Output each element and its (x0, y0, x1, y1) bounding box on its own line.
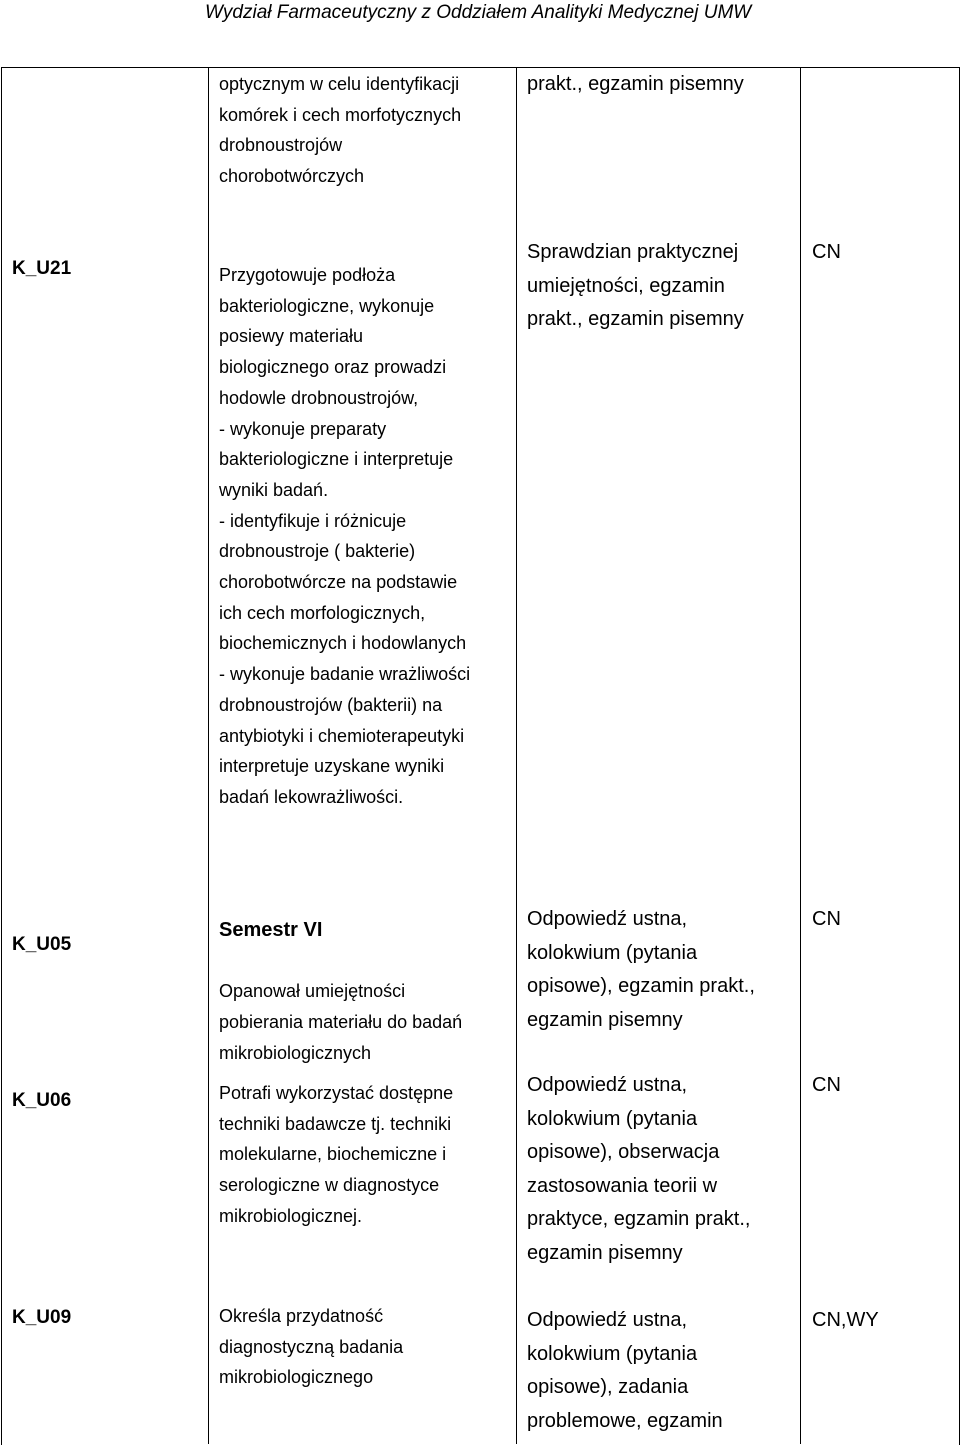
row-code: K_U06 (12, 1090, 72, 1111)
row-code: K_U09 (12, 1307, 72, 1328)
row-description: Opanował umiejętności pobierania materiału do badań mikrobiologicznych (219, 981, 463, 1063)
row-description-block (219, 884, 509, 1068)
row-description: Potrafi wykorzystać dostępne techniki badawcze tj. techniki molekularne, biochemiczne i serologiczne w diagnostyce mikrobiologicznej. (219, 1083, 454, 1226)
row-method: prakt., egzamin pisemny (527, 73, 744, 95)
row-description: Określa przydatność diagnostyczną badania mikrobiologicznego (219, 1306, 404, 1388)
column-divider (516, 68, 517, 1444)
row-form: CN (812, 1074, 841, 1096)
header-title: Wydział Farmaceutyczny z Oddziałem Analityki Medycznej UMW (205, 2, 752, 23)
row-method: Odpowiedź ustna, kolokwium (pytania opisowe), obserwacja zastosowania teorii w praktyce, egzamin prakt., egzamin pisemny (527, 1074, 751, 1264)
row-method: Odpowiedź ustna, kolokwium (pytania opisowe), egzamin prakt., egzamin pisemny (527, 908, 755, 1031)
row-code: K_U05 (12, 934, 72, 955)
semester-label: Semestr VI (219, 918, 323, 941)
row-form: CN (812, 241, 841, 263)
column-divider (208, 68, 209, 1444)
row-method: Sprawdzian praktycznej umiejętności, egzamin prakt., egzamin pisemny (527, 241, 744, 330)
row-description: Przygotowuje podłoża bakteriologiczne, wykonuje posiewy materiału biologicznego oraz prowadzi hodowle drobnoustrojów, - wykonuje preparaty bakteriologiczne i interpretuje wyniki badań. - identyfikuje i różnicuje drobnoustroje ( bakterie) chorobotwórcze na podstawie ich cech morfologicznych, biochemicznych i hodowlanych - wykonuje badanie wrażliwości drobnoustrojów (bakterii) na antybiotyki i chemioterapeutyki interpretuje uzyskane wyniki badań lekowrażliwości. (219, 265, 471, 807)
row-method: Odpowiedź ustna, kolokwium (pytania opisowe), zadania problemowe, egzamin (527, 1309, 723, 1432)
row-code: K_U21 (12, 258, 72, 279)
row-form: CN (812, 908, 841, 930)
row-description: optycznym w celu identyfikacji komórek i cech morfotycznych drobnoustrojów chorobotwórczych (219, 74, 462, 187)
page-header (0, 0, 960, 30)
row-form: CN,WY (812, 1309, 879, 1331)
